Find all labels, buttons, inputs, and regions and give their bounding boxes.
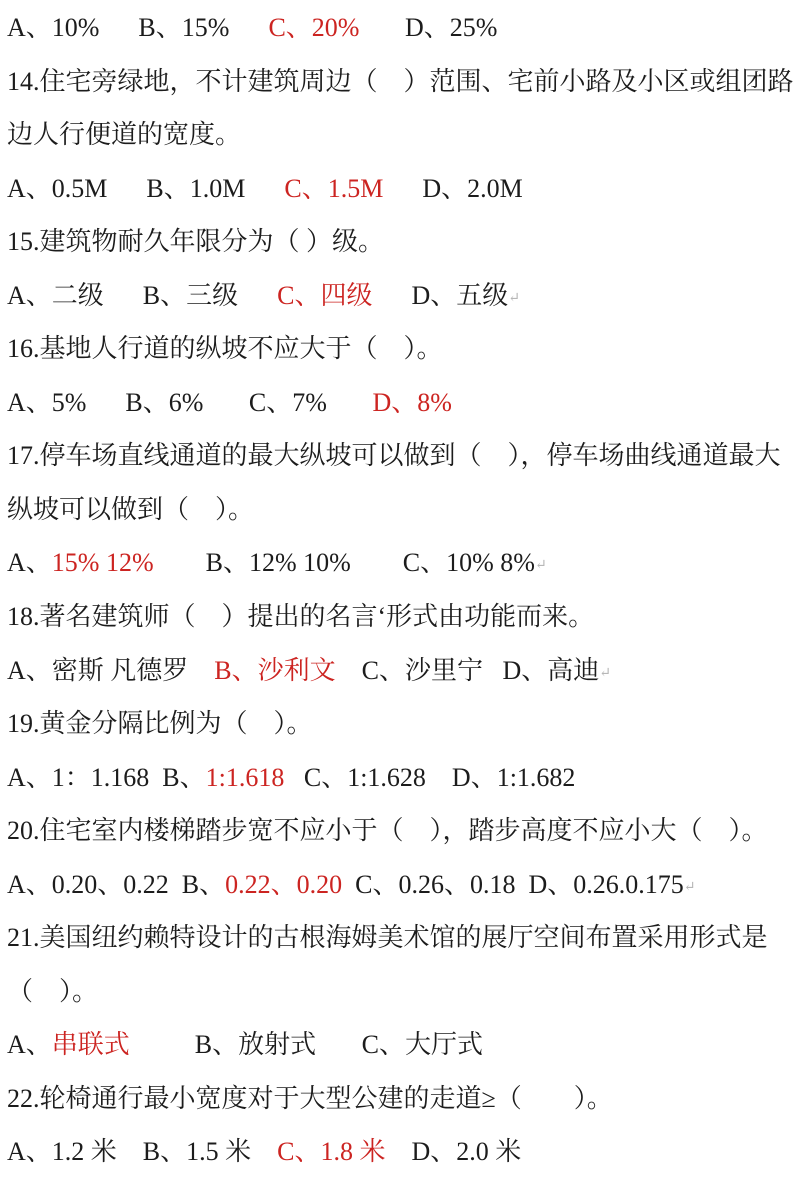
answer-highlight-segment: C、1.5M [284, 173, 384, 203]
question-18-text [7, 590, 800, 644]
answer-highlight-segment: B、沙利文 [214, 655, 336, 685]
paragraph-mark: ↵ [599, 665, 611, 681]
text-segment: 边人行便道的宽度。 [7, 120, 242, 150]
question-17-options [7, 536, 800, 590]
paragraph-mark: ↵ [534, 558, 547, 574]
text-segment: B、放射式 C、大厅式 [129, 1030, 483, 1060]
text-segment: （ ）。 [7, 976, 99, 1006]
text-segment: 20.住宅室内楼梯踏步宽不应小于（ ），踏步高度不应小大（ ）。 [7, 816, 768, 846]
text-segment: B、12% 10% C、10% 8% [153, 548, 535, 578]
text-segment: A、5% B、6% C、7% [7, 387, 373, 417]
answer-highlight-segment: C、四级 [277, 280, 373, 310]
text-segment: C、沙里宁 D、高迪 [335, 655, 600, 685]
question-14-text-line-1 [7, 55, 800, 109]
question-15-text [7, 215, 800, 269]
text-segment: D、五级 [372, 280, 509, 310]
question-14-options [7, 162, 800, 216]
text-segment: A、10% B、15% [7, 13, 269, 42]
answer-highlight-segment: 0.22、0.20 [225, 869, 343, 899]
answer-highlight-segment: 1:1.618 [205, 762, 285, 792]
text-segment: D、2.0 米 [385, 1137, 522, 1167]
question-21-options [7, 1018, 800, 1072]
answer-highlight-segment: C、20% [268, 13, 360, 42]
text-segment: 16.基地人行道的纵坡不应大于（ ）。 [7, 334, 443, 364]
paragraph-mark: ↵ [508, 290, 520, 306]
text-segment: A、0.5M B、1.0M [7, 173, 285, 203]
question-19-text [7, 697, 800, 751]
paragraph-mark: ↵ [683, 879, 696, 895]
question-21-text-line-2 [7, 965, 800, 1019]
question-14-text-line-2 [7, 108, 800, 162]
text-segment: D、2.0M [383, 173, 523, 203]
text-segment: A、二级 B、三级 [7, 280, 278, 310]
answer-highlight-segment: 串联式 [51, 1030, 130, 1060]
answer-highlight-segment: C、1.8 米 [277, 1137, 386, 1167]
question-21-text-line-1 [7, 911, 800, 965]
text-segment: D、25% [359, 13, 498, 42]
text-segment: A、1.2 米 B、1.5 米 [7, 1137, 278, 1167]
question-13-options [7, 1, 800, 55]
text-segment: 18.著名建筑师（ ）提出的名言‘形式由功能而来。 [7, 602, 595, 632]
text-segment: A、1：1.168 B、 [7, 762, 206, 792]
question-16-text [7, 322, 800, 376]
text-segment: A、密斯 凡德罗 [7, 655, 215, 685]
answer-highlight-segment: 15% 12% [51, 548, 154, 578]
question-20-options [7, 858, 800, 912]
question-20-text [7, 804, 800, 858]
text-segment: C、0.26、0.18 D、0.26.0.175 [342, 869, 684, 899]
text-segment: A、 [7, 548, 52, 578]
question-22-text [7, 1072, 800, 1126]
text-segment: 14.住宅旁绿地，不计建筑周边（ ）范围、宅前小路及小区或组团路 [7, 66, 794, 96]
question-15-options [7, 269, 800, 323]
text-segment: 22.轮椅通行最小宽度对于大型公建的走道≥（ ）。 [7, 1083, 613, 1113]
question-22-options [7, 1125, 800, 1179]
text-segment: 15.建筑物耐久年限分为（ ）级。 [7, 227, 385, 257]
question-17-text-line-1 [7, 429, 800, 483]
question-19-options [7, 751, 800, 805]
text-segment: 19.黄金分隔比例为（ ）。 [7, 709, 313, 739]
text-segment: A、 [7, 1030, 52, 1060]
question-16-options [7, 376, 800, 430]
question-17-text-line-2 [7, 483, 800, 537]
question-18-options [7, 644, 800, 698]
text-segment: 纵坡可以做到（ ）。 [7, 494, 255, 524]
text-segment: C、1:1.628 D、1:1.682 [284, 762, 576, 792]
text-segment: 17.停车场直线通道的最大纵坡可以做到（ ），停车场曲线通道最大 [7, 441, 781, 471]
text-segment: 21.美国纽约赖特设计的古根海姆美术馆的展厅空间布置采用形式是 [7, 923, 768, 953]
answer-highlight-segment: D、8% [372, 387, 452, 417]
text-segment: A、0.20、0.22 B、 [7, 869, 226, 899]
